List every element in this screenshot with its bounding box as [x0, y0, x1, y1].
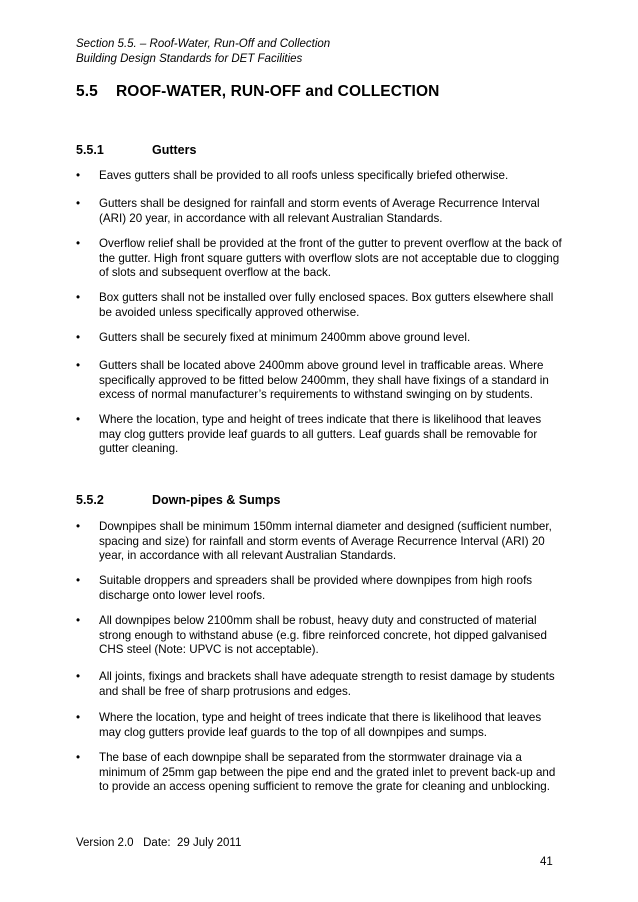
section-title: Down-pipes & Sumps — [152, 493, 281, 507]
bullet-icon: • — [76, 237, 81, 250]
list-item: • Box gutters shall not be installed over fully enclosed spaces. Box gutters elsewhere shall be avoided unless specifically approved otherwise. — [76, 291, 554, 319]
running-header — [76, 37, 330, 67]
list-item: • Where the location, type and height of trees indicate that there is likelihood that leaves may clog gutters provide leaf guards to all gutters. Leaf guards shall be removable for gutter cleaning. — [76, 413, 542, 456]
main-heading-title: ROOF-WATER, RUN-OFF and COLLECTION — [116, 83, 440, 100]
bullet-icon: • — [76, 520, 81, 533]
bullet-icon: • — [76, 291, 81, 304]
bullet-icon: • — [76, 359, 81, 372]
section-number: 5.5.2 — [76, 493, 104, 507]
list-item: • Eaves gutters shall be provided to all roofs unless specifically briefed otherwise. — [76, 169, 509, 182]
footer-version: Version 2.0 Date: 29 July 2011 — [76, 837, 242, 849]
section-number: 5.5.1 — [76, 143, 104, 157]
bullet-icon: • — [76, 574, 81, 587]
list-item: • Gutters shall be securely fixed at minimum 2400mm above ground level. — [76, 331, 471, 344]
bullet-icon: • — [76, 169, 81, 182]
section-heading-downpipes — [76, 493, 280, 507]
main-heading-number: 5.5 — [76, 83, 98, 100]
list-item: • Downpipes shall be minimum 150mm internal diameter and designed (sufficient number, spacing and size) for rainfall and storm events of Average Recurrence Interval (ARI) 20 year, in accordance with all relevant Australian Standards. — [76, 520, 552, 563]
list-item: • Gutters shall be located above 2400mm above ground level in trafficable areas. Where specifically approved to be fitted below 2400mm, they shall have fixings of a standard in excess of normal manufacturer’s requirements to withstand swinging on by students. — [76, 359, 549, 402]
bullet-icon: • — [76, 197, 81, 210]
section-title: Gutters — [152, 143, 197, 157]
list-item: • Overflow relief shall be provided at the front of the gutter to prevent overflow at the back of the gutter. High front square gutters with overflow slots are not acceptable due to clogging of slots and subsequent overflow at the back. — [76, 237, 562, 280]
bullet-icon: • — [76, 751, 81, 764]
list-item: • Suitable droppers and spreaders shall be provided where downpipes from high roofs discharge onto lower level roofs. — [76, 574, 533, 602]
bullet-icon: • — [76, 614, 81, 627]
bullet-icon: • — [76, 413, 81, 426]
page-number: 41 — [540, 856, 553, 868]
list-item: • The base of each downpipe shall be separated from the stormwater drainage via a minimum of 25mm gap between the pipe end and the grated inlet to prevent back-up and to provide an access opening sufficient to remove the grate for cleaning and unblocking. — [76, 751, 556, 794]
section-heading-gutters — [76, 143, 196, 157]
list-item: • All downpipes below 2100mm shall be robust, heavy duty and constructed of material strong enough to withstand abuse (e.g. fibre reinforced concrete, hot dipped galvanised CHS steel (Note: UPVC is not acceptable). — [76, 614, 547, 657]
bullet-icon: • — [76, 670, 81, 683]
list-item: • Where the location, type and height of trees indicate that there is likelihood that leaves may clog gutters provide leaf guards to the top of all downpipes and sumps. — [76, 711, 542, 739]
header-doc-title: Building Design Standards for DET Facilities — [76, 53, 303, 65]
main-heading — [76, 83, 439, 101]
bullet-icon: • — [76, 711, 81, 724]
list-item: • Gutters shall be designed for rainfall and storm events of Average Recurrence Interval (ARI) 20 year, in accordance with all relevant Australian Standards. — [76, 197, 540, 225]
header-section-line: Section 5.5. – Roof-Water, Run-Off and Collection — [76, 38, 331, 50]
list-item: • All joints, fixings and brackets shall have adequate strength to resist damage by students and shall be free of sharp protrusions and edges. — [76, 670, 555, 698]
bullet-icon: • — [76, 331, 81, 344]
